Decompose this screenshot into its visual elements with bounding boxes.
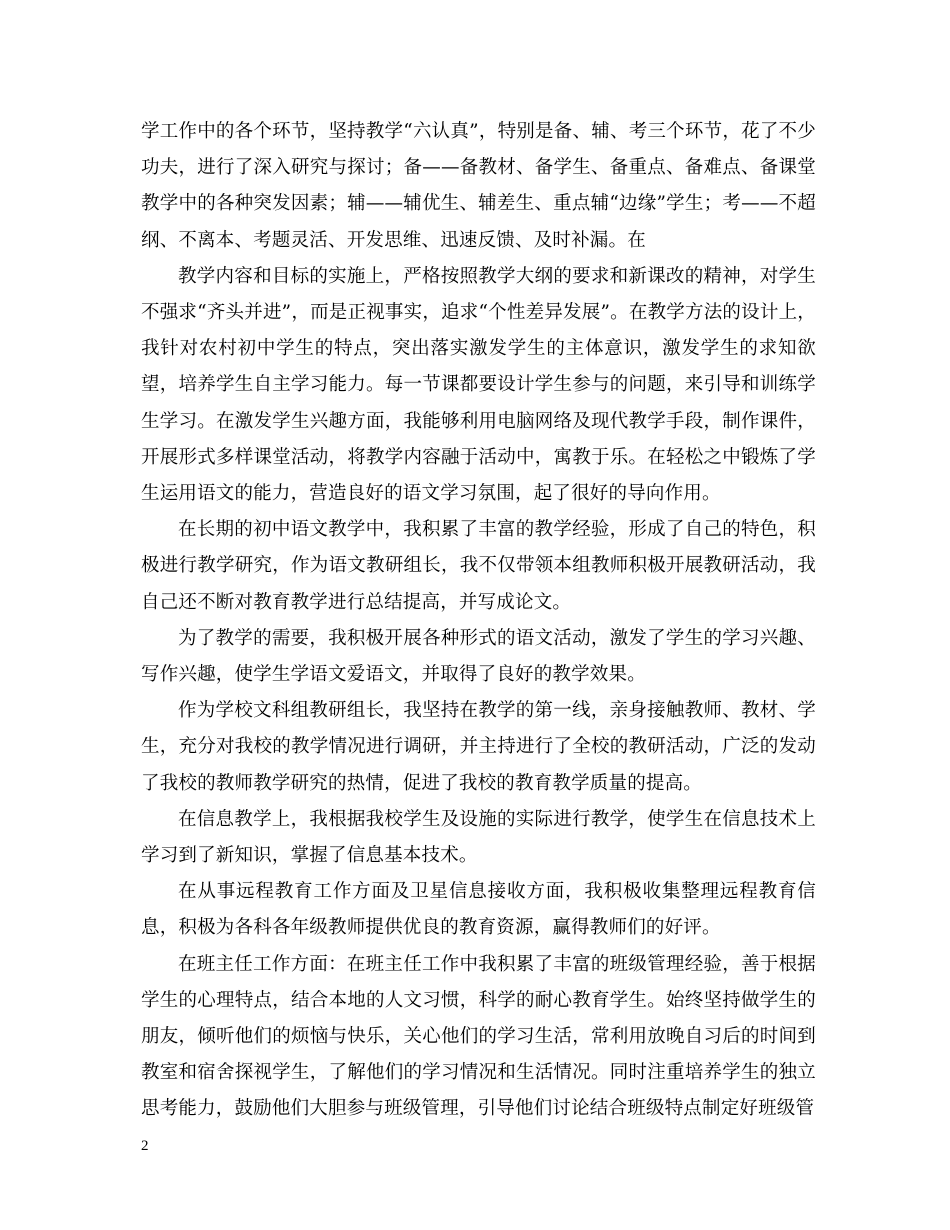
paragraph-2: 教学内容和目标的实施上，严格按照教学大纲的要求和新课改的精神，对学生不强求“齐头并进”，而是正视事实，追求“个性差异发展”。在教学方法的设计上，我针对农村初中学生的特点，突出落实激发学生的主体意识，激发学生的求知欲望，培养学生自主学习能力。每一节课都要设计学生参与的问题，来引导和训练学生学习。在激发学生兴趣方面，我能够利用电脑网络及现代教学手段，制作课件，开展形式多样课堂活动，将教学内容融于活动中，寓教于乐。在轻松之中锻炼了学生运用语文的能力，营造良好的语文学习氛围，起了很好的导向作用。 <box>141 265 816 505</box>
paragraph-5: 作为学校文科组教研组长，我坚持在教学的第一线，亲身接触教师、教材、学生，充分对我校的教学情况进行调研，并主持进行了全校的教研活动，广泛的发动了我校的教师教学研究的热情，促进了我校的教育教学质量的提高。 <box>141 700 816 794</box>
paragraph-6: 在信息教学上，我根据我校学生及设施的实际进行教学，使学生在信息技术上学习到了新知识，掌握了信息基本技术。 <box>141 808 816 867</box>
paragraph-4: 为了教学的需要，我积极开展各种形式的语文活动，激发了学生的学习兴趣、写作兴趣，使学生学语文爱语文，并取得了良好的教学效果。 <box>141 627 816 686</box>
paragraph-1: 学工作中的各个环节，坚持教学“六认真”，特别是备、辅、考三个环节，花了不少功夫，进行了深入研究与探讨；备——备教材、备学生、备重点、备难点、备课堂教学中的各种突发因素；辅——辅优生、辅差生、重点辅“边缘”学生；考——不超纲、不离本、考题灵活、开发思维、迅速反馈、及时补漏。在 <box>141 121 816 251</box>
paragraph-3: 在长期的初中语文教学中，我积累了丰富的教学经验，形成了自己的特色，积极进行教学研究，作为语文教研组长，我不仅带领本组教师积极开展教研活动，我自己还不断对教育教学进行总结提高，并写成论文。 <box>141 519 816 613</box>
paragraph-7: 在从事远程教育工作方面及卫星信息接收方面，我积极收集整理远程教育信息，积极为各科各年级教师提供优良的教育资源，赢得教师们的好评。 <box>141 881 816 939</box>
page-number: 2 <box>141 1138 149 1154</box>
paragraph-8: 在班主任工作方面：在班主任工作中我积累了丰富的班级管理经验，善于根据学生的心理特点，结合本地的人文习惯，科学的耐心教育学生。始终坚持做学生的朋友，倾听他们的烦恼与快乐，关心他们的学习生活，常利用放晚自习后的时间到教室和宿舍探视学生，了解他们的学习情况和生活情况。同时注重培养学生的独立思考能力，鼓励他们大胆参与班级管理，引导他们讨论结合班级特点制定好班级管 <box>141 953 816 1120</box>
document-body <box>141 114 816 1128</box>
